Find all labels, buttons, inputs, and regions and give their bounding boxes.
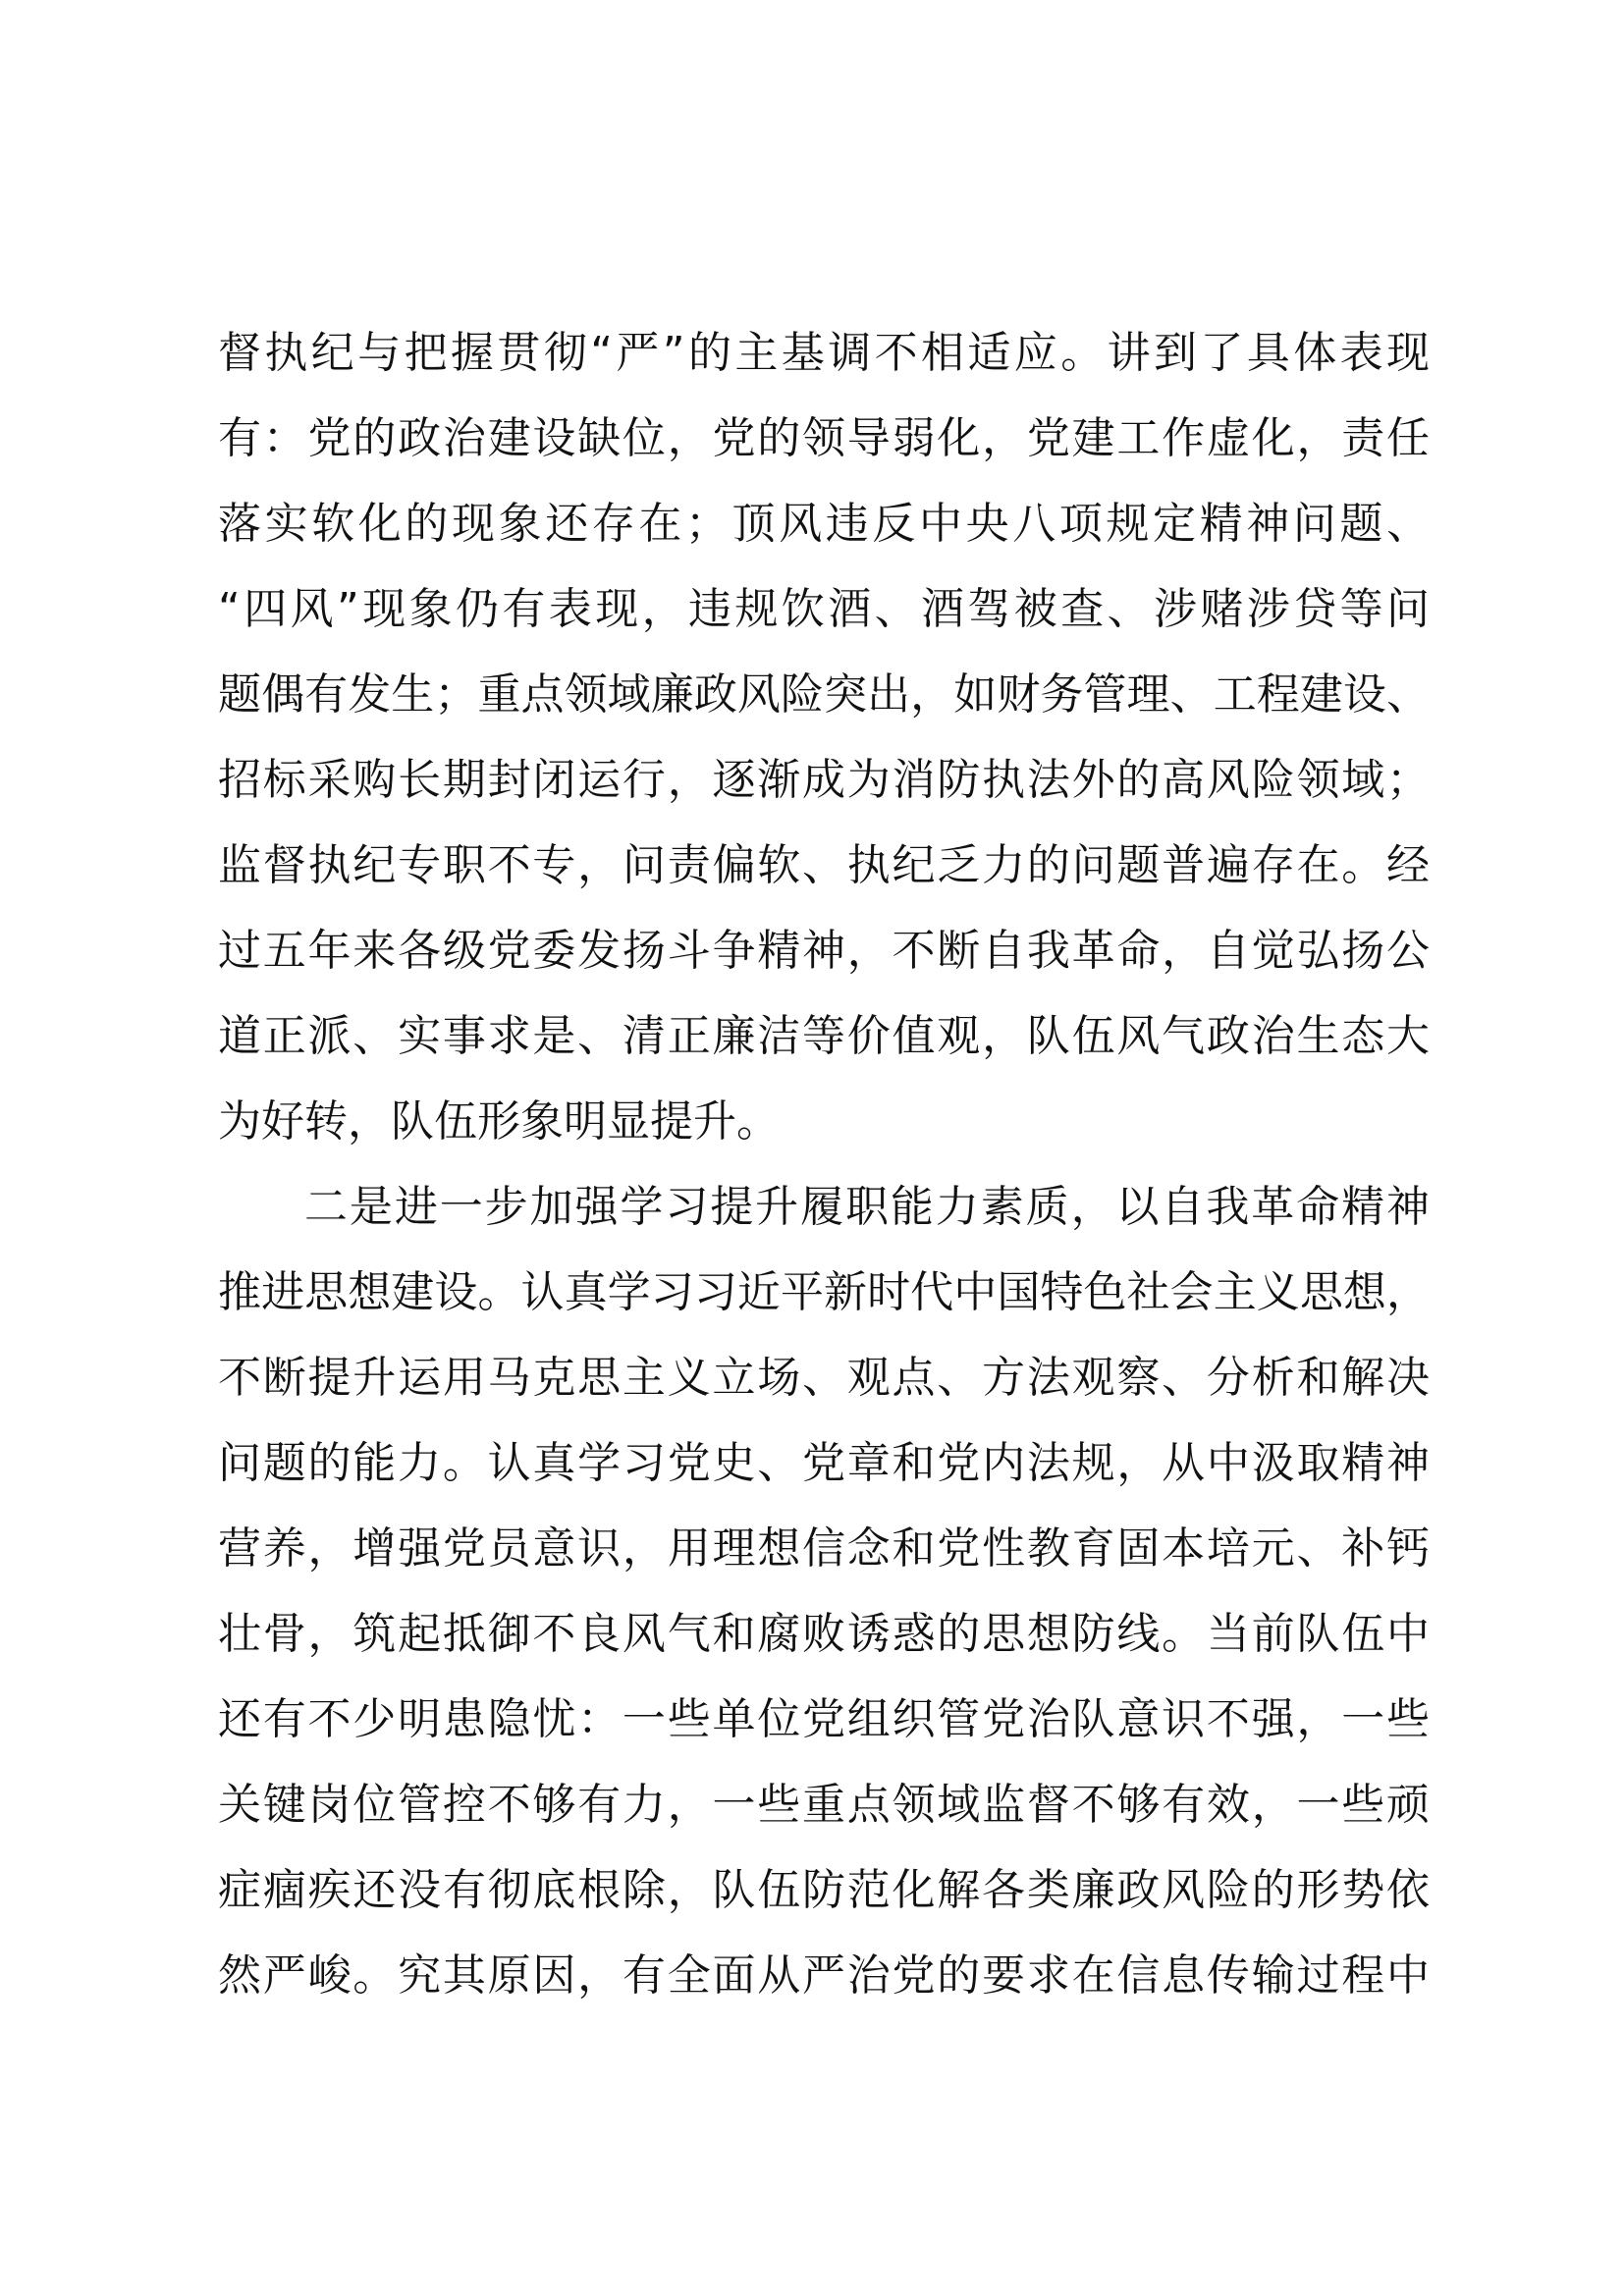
text-line: 关键岗位管控不够有力，一些重点领域监督不够有效，一些顽	[218, 1780, 1430, 1830]
text-line: 落实软化的现象还存在；顶风违反中央八项规定精神问题、	[218, 499, 1430, 549]
text-line: 过五年来各级党委发扬斗争精神，不断自我革命，自觉弘扬公	[218, 926, 1430, 976]
text-line: 营养，增强党员意识，用理想信念和党性教育固本培元、补钙	[218, 1523, 1430, 1574]
text-line: 推进思想建设。认真学习习近平新时代中国特色社会主义思想，	[218, 1267, 1430, 1317]
text-line: 症痼疾还没有彻底根除，队伍防范化解各类廉政风险的形势依	[218, 1865, 1430, 1915]
text-line: 还有不少明患隐忧：一些单位党组织管党治队意识不强，一些	[218, 1694, 1430, 1744]
text-line: 有：党的政治建设缺位，党的领导弱化，党建工作虚化，责任	[218, 413, 1430, 463]
text-line: 道正派、实事求是、清正廉洁等价值观，队伍风气政治生态大	[218, 1011, 1430, 1061]
text-line: 壮骨，筑起抵御不良风气和腐败诱惑的思想防线。当前队伍中	[218, 1609, 1430, 1659]
text-line: 然严峻。究其原因，有全面从严治党的要求在信息传输过程中	[218, 1950, 1430, 2001]
text-line: 问题的能力。认真学习党史、党章和党内法规，从中汲取精神	[218, 1438, 1430, 1488]
text-line: 督执纪与把握贯彻“严”的主基调不相适应。讲到了具体表现	[218, 328, 1430, 378]
text-line: 监督执纪专职不专，问责偏软、执纪乏力的问题普遍存在。经	[218, 840, 1430, 890]
text-line: 为好转，队伍形象明显提升。	[218, 1096, 780, 1147]
text-line: 不断提升运用马克思主义立场、观点、方法观察、分析和解决	[218, 1353, 1430, 1403]
paragraph-start-line: 二是进一步加强学习提升履职能力素质，以自我革命精神	[304, 1182, 1430, 1232]
text-line: 招标采购长期封闭运行，逐渐成为消防执法外的高风险领域；	[218, 755, 1430, 805]
text-line: “四风”现象仍有表现，违规饮酒、酒驾被查、涉赌涉贷等问	[218, 584, 1430, 634]
document-body	[218, 310, 1430, 2018]
text-line: 题偶有发生；重点领域廉政风险突出，如财务管理、工程建设、	[218, 669, 1430, 720]
